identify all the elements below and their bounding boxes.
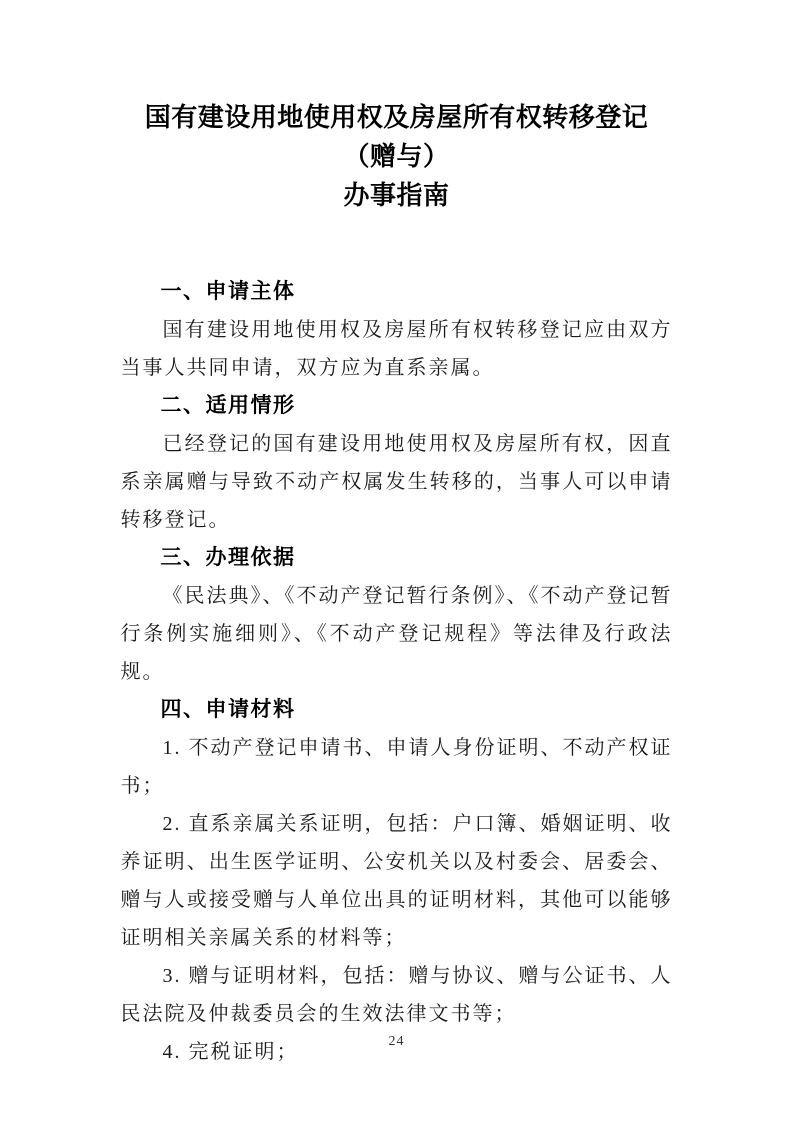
material-item-4: 4. 完税证明； <box>162 1041 299 1063</box>
paragraph: 已经登记的国有建设用地使用权及房屋所有权，因直系亲属赠与导致不动产权属发生转移的，当事人可以申请转移登记。 <box>120 433 673 531</box>
material-item-1: 1. 不动产登记申请书、申请人身份证明、不动产权证书； <box>120 737 673 797</box>
section-application-subject <box>121 273 673 387</box>
section-legal-basis <box>121 539 673 691</box>
paragraph: 《民法典》、《不动产登记暂行条例》、《不动产登记暂行条例实施细则》、《不动产登记规程》等法律及行政法规。 <box>120 585 673 683</box>
section-applicable-circumstances <box>121 387 673 539</box>
section-heading-legal-basis: 三、办理依据 <box>160 546 296 569</box>
title-line-2: （赠与） <box>343 142 450 171</box>
section-heading-application-subject: 一、申请主体 <box>160 280 296 303</box>
section-application-materials <box>121 691 673 1071</box>
section-heading-application-materials: 四、申请材料 <box>160 698 296 721</box>
document-body <box>121 273 673 1071</box>
document-title <box>0 98 793 215</box>
title-line-3: 办事指南 <box>343 181 450 210</box>
material-item-2: 2. 直系亲属关系证明，包括：户口簿、婚姻证明、收养证明、出生医学证明、公安机关以及村委会、居委会、赠与人或接受赠与人单位出具的证明材料，其他可以能够证明相关亲属关系的材料等； <box>120 813 673 949</box>
title-line-1: 国有建设用地使用权及房屋所有权转移登记 <box>144 103 649 132</box>
material-item-3: 3. 赠与证明材料，包括：赠与协议、赠与公证书、人民法院及仲裁委员会的生效法律文书等； <box>120 965 673 1025</box>
page-number: 24 <box>388 1034 405 1049</box>
paragraph: 国有建设用地使用权及房屋所有权转移登记应由双方当事人共同申请，双方应为直系亲属。 <box>120 319 673 379</box>
section-heading-applicable-circumstances: 二、适用情形 <box>160 394 296 417</box>
